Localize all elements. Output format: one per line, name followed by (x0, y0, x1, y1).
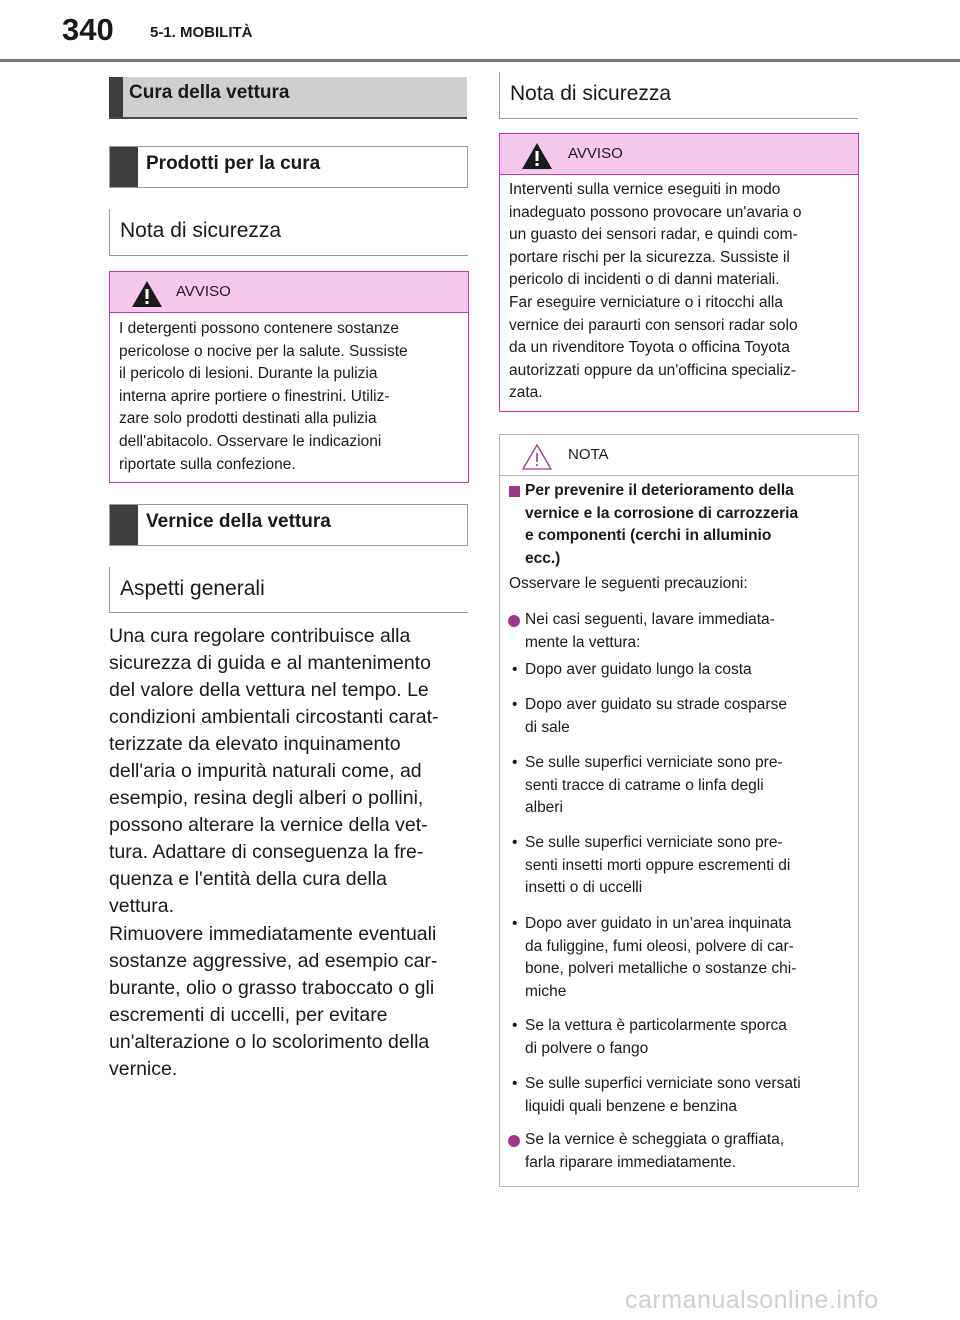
note-intro: Osservare le seguenti precauzioni: (509, 575, 748, 592)
subheading-text: Nota di sicurezza (120, 219, 282, 242)
bullet-marker: • (512, 754, 518, 771)
text-line: senti tracce di catrame o linfa degli (525, 776, 764, 794)
text-line: sicurezza di guida e al mantenimento (109, 652, 431, 674)
bullet-marker: • (512, 915, 518, 932)
bullet-marker: • (512, 661, 518, 678)
text-line: un'alterazione o lo scolorimento della (109, 1031, 430, 1053)
page-number: 340 (62, 12, 114, 47)
text-line: bone, polveri metalliche o sostanze chi- (525, 960, 797, 977)
text-line: vernice e la corrosione di carrozzeria (525, 504, 799, 522)
bullet-item (525, 913, 796, 1003)
round-bullet-icon (508, 1135, 520, 1147)
note-header (500, 435, 858, 476)
warning-triangle-icon (521, 142, 553, 170)
text-line: di polvere o fango (525, 1039, 649, 1057)
warning-body (119, 318, 459, 476)
text-line: ecc.) (525, 549, 561, 567)
heading-vernice (109, 504, 468, 546)
bar-marker (109, 77, 123, 117)
warning-label: AVVISO (568, 145, 623, 162)
bar-underline (109, 117, 467, 119)
heading-prodotti (109, 146, 468, 188)
round-bullet-icon (508, 615, 520, 627)
text-line: e componenti (cerchi in alluminio (525, 527, 772, 544)
subheading-sicurezza-right (499, 72, 858, 119)
warning-line: zata. (509, 384, 543, 402)
text-line: da fuliggine, fumi oleosi, polvere di car- (525, 937, 794, 955)
header-rule (0, 59, 960, 62)
text-line: Dopo aver guidato su strade cosparse (525, 696, 787, 713)
warning-header (500, 134, 858, 175)
subheading-aspetti (109, 567, 468, 613)
text-line: liquidi quali benzene e benzina (525, 1097, 737, 1115)
text-line: vettura. (109, 895, 175, 917)
heading-marker (110, 505, 138, 545)
warning-label: AVVISO (176, 283, 231, 300)
subheading-sicurezza (109, 209, 468, 256)
warning-line: autorizzati oppure da un'officina specializ- (509, 361, 797, 379)
text-line: sostanze aggressive, ad esempio car- (109, 950, 438, 972)
warning-line: riportate sulla confezione. (119, 455, 296, 473)
bullet-item (525, 832, 790, 900)
note-box (499, 434, 859, 1187)
text-line: Rimuovere immediatamente eventuali (109, 923, 437, 945)
text-line: esempio, resina degli alberi o pollini, (109, 787, 424, 809)
text-line: mente la vettura: (525, 633, 641, 651)
bullet-marker: • (512, 1017, 518, 1034)
warning-line: dell'abitacolo. Osservare le indicazioni (119, 432, 382, 450)
text-line: quenza e l'entità della cura della (109, 868, 387, 890)
paragraph-general (109, 623, 467, 920)
warning-line: interna aprire portiere o finestrini. Utiliz- (119, 387, 390, 405)
warning-line: pericolo di incidenti o di danni materiali. (509, 271, 780, 289)
text-line: escrementi di uccelli, per evitare (109, 1004, 388, 1026)
text-line: Se sulle superfici verniciate sono versati (525, 1075, 801, 1092)
bullet-item (525, 752, 783, 820)
warning-triangle-icon (131, 280, 163, 308)
caution-outline-triangle-icon (521, 443, 553, 471)
text-line: condizioni ambientali circostanti carat- (109, 706, 439, 728)
heading-marker (110, 147, 138, 187)
note-heading (525, 480, 848, 570)
text-line: tura. Adattare di conseguenza la fre- (109, 841, 424, 863)
bullet-marker: • (512, 834, 518, 851)
text-line: Dopo aver guidato lungo la costa (525, 661, 752, 678)
bullet-marker: • (512, 696, 518, 713)
text-line: senti insetti morti oppure escrementi di (525, 856, 791, 874)
bullet-item (525, 1073, 801, 1118)
watermark: carmanualsonline.info (625, 1286, 879, 1314)
text-line: Una cura regolare contribuisce alla (109, 625, 411, 647)
text-line: dell'aria o impurità naturali come, ad (109, 760, 422, 782)
section-bar-title: Cura della vettura (129, 82, 290, 103)
text-line: del valore della vettura nel tempo. Le (109, 679, 429, 701)
text-line: terizzate da elevato inquinamento (109, 733, 401, 755)
subheading-text: Aspetti generali (120, 577, 265, 600)
warning-line: zare solo prodotti destinati alla pulizia (119, 410, 377, 428)
warning-line: Interventi sulla vernice eseguiti in modo (509, 181, 781, 198)
subheading-text: Nota di sicurezza (510, 82, 672, 105)
warning-box-1 (109, 271, 469, 483)
bullet-item (525, 659, 752, 682)
warning-header (110, 272, 468, 313)
warning-line: il pericolo di lesioni. Durante la pulizia (119, 365, 378, 383)
bullet-item (525, 1015, 787, 1060)
text-line: burante, olio o grasso traboccato o gli (109, 977, 435, 999)
note-item (525, 609, 848, 654)
warning-line: portare rischi per la sicurezza. Sussiste il (509, 248, 790, 266)
text-line: possono alterare la vernice della vet- (109, 814, 428, 836)
warning-line: un guasto dei sensori radar, e quindi com- (509, 226, 798, 244)
section-bar-cura (109, 77, 467, 117)
text-line: Dopo aver guidato in un’area inquinata (525, 915, 792, 932)
warning-line: da un rivenditore Toyota o officina Toyota (509, 339, 790, 357)
text-line: Se la vernice è scheggiata o graffiata, (525, 1131, 785, 1148)
text-line: Nei casi seguenti, lavare immediata- (525, 611, 775, 628)
text-line: miche (525, 982, 567, 1000)
warning-line: inadeguato possono provocare un'avaria o (509, 203, 802, 221)
section-title: 5-1. MOBILITÀ (150, 24, 253, 41)
text-line: di sale (525, 718, 570, 736)
warning-line: I detergenti possono contenere sostanze (119, 320, 400, 337)
text-line: vernice. (109, 1058, 178, 1080)
text-line: Se sulle superfici verniciate sono pre- (525, 834, 783, 851)
heading-text: Vernice della vettura (146, 511, 331, 532)
text-line: insetti o di uccelli (525, 879, 643, 896)
warning-box-2 (499, 133, 859, 412)
text-line: Per prevenire il deterioramento della (525, 482, 794, 499)
warning-body (509, 179, 849, 405)
text-line: Se la vettura è particolarmente sporca (525, 1017, 787, 1034)
warning-line: Far eseguire verniciature o i ritocchi alla (509, 293, 783, 311)
warning-line: pericolose o nocive per la salute. Sussiste (119, 342, 408, 360)
bullet-item (525, 694, 787, 739)
text-line: Se sulle superfici verniciate sono pre- (525, 754, 783, 771)
square-bullet-icon (509, 486, 520, 497)
bullet-marker: • (512, 1075, 518, 1092)
heading-text: Prodotti per la cura (146, 153, 321, 174)
note-label: NOTA (568, 446, 609, 463)
warning-line: vernice dei paraurti con sensori radar solo (509, 316, 798, 334)
paragraph-remove (109, 921, 467, 1083)
note-item (525, 1129, 848, 1174)
text-line: alberi (525, 799, 563, 816)
text-line: farla riparare immediatamente. (525, 1153, 737, 1171)
